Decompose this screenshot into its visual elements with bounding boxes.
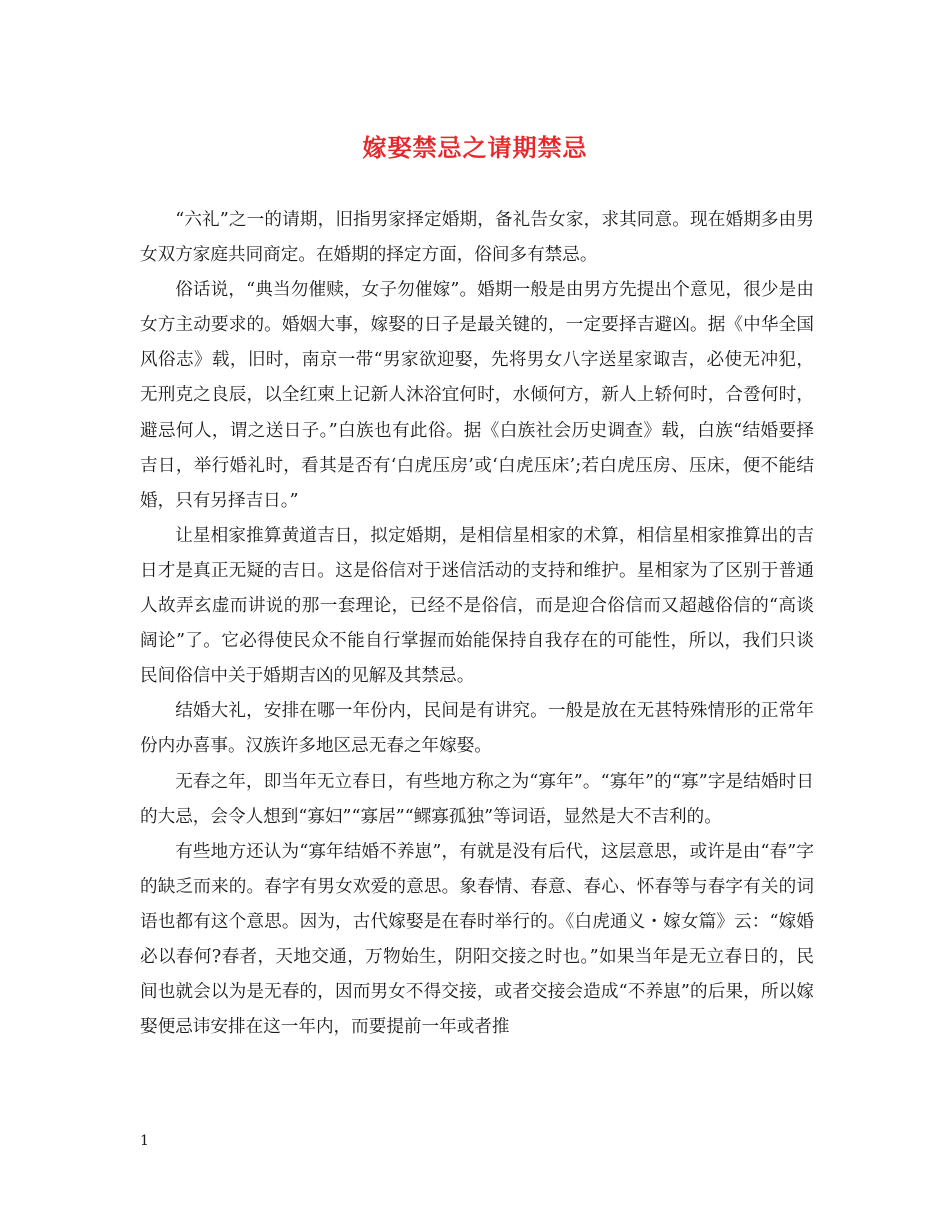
paragraph: 俗话说，“典当勿催赎，女子勿催嫁”。婚期一般是由男方先提出个意见，很少是由女方主动要求的。婚姻大事，嫁娶的日子是最关键的，一定要择吉避凶。据《中华全国风俗志》载，旧时，南京一带“男家欲迎娶，先将男女八字送星家诹吉，必使无冲犯，无刑克之良辰，以全红柬上记新人沐浴宜何时，水倾何方，新人上轿何时，合卺何时，避忌何人，谓之送日子。”白族也有此俗。据《白族社会历史调查》载，白族“结婚要择吉日，举行婚礼时，看其是否有‘白虎压房’或‘白虎压床’;若白虎压房、压床，便不能结婚，只有另择吉日。” (140, 280, 814, 511)
paragraph: 有些地方还认为“寡年结婚不养崽”，有就是没有后代，这层意思，或许是由“春”字的缺乏而来的。春字有男女欢爱的意思。象春情、春意、春心、怀春等与春字有关的词语也都有这个意思。因为，古代嫁娶是在春时举行的。《白虎通义・嫁女篇》云：“嫁婚必以春何?春者，天地交通，万物始生，阴阳交接之时也。”如果当年是无立春日的，民间也就会以为是无春的，因而男女不得交接，或者交接会造成“不养崽”的后果，所以嫁娶便忌讳安排在这一年内，而要提前一年或者推 (140, 841, 814, 1038)
paragraph: 让星相家推算黄道吉日，拟定婚期，是相信星相家的术算，相信星相家推算出的吉日才是真正无疑的吉日。这是俗信对于迷信活动的支持和维护。星相家为了区别于普通人故弄玄虚而讲说的那一套理论，已经不是俗信，而是迎合俗信而又超越俗信的“高谈阔论”了。它必得使民众不能自行掌握而始能保持自我存在的可能性，所以，我们只谈民间俗信中关于婚期吉凶的见解及其禁忌。 (140, 525, 814, 687)
paragraph: 结婚大礼，安排在哪一年份内，民间是有讲究。一般是放在无甚特殊情形的正常年份内办喜事。汉族许多地区忌无春之年嫁娶。 (140, 701, 814, 757)
paragraph: “六礼”之一的请期，旧指男家择定婚期，备礼告女家，求其同意。现在婚期多由男女双方家庭共同商定。在婚期的择定方面，俗间多有禁忌。 (140, 210, 814, 266)
document-body (140, 203, 814, 1045)
paragraph: 无春之年，即当年无立春日，有些地方称之为“寡年”。“寡年”的“寡”字是结婚时日的大忌，会令人想到“寡妇”“寡居”“鳏寡孤独”等词语，显然是大不吉利的。 (140, 771, 814, 827)
document-title: 嫁娶禁忌之请期禁忌 (362, 133, 588, 162)
page-number: 1 (140, 1133, 149, 1149)
